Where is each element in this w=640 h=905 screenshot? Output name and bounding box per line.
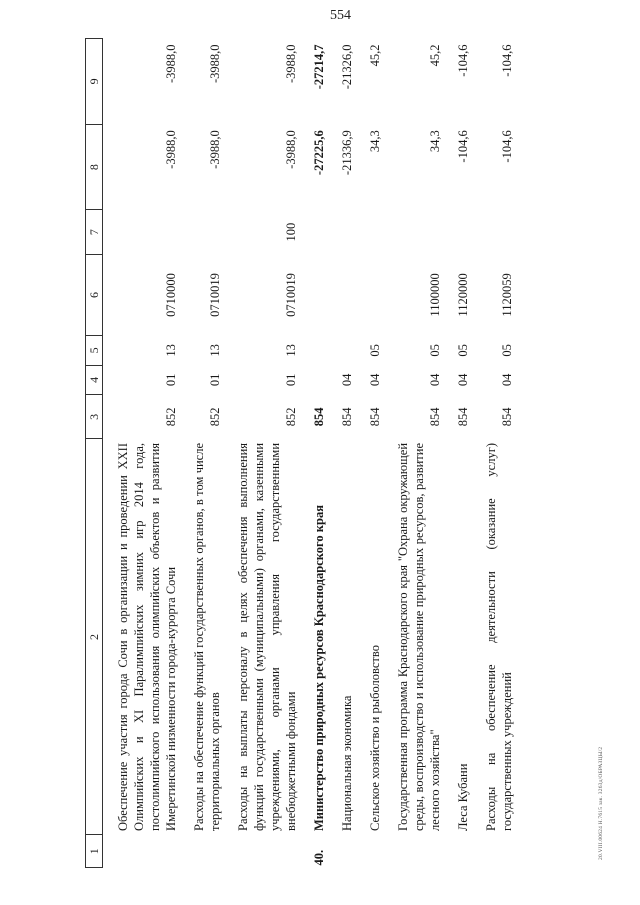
- table-row: [339, 39, 355, 868]
- row-number: [483, 835, 515, 868]
- row-number: [455, 835, 471, 868]
- row-spacer-cell: [179, 39, 191, 868]
- code-target: 0710019: [208, 273, 222, 317]
- column-header: 7: [86, 210, 103, 254]
- row-name: Расходы на выплаты персоналу в целях обеспечения выполнения функций государственными (муниципальными) органами, казенными учреждениями, органами управления государственными внебюджетными фондами: [236, 442, 298, 831]
- code-subsection: 05: [368, 344, 382, 357]
- column-header: 3: [86, 395, 103, 439]
- column-header: 9: [86, 39, 103, 125]
- code-section: 01: [284, 373, 298, 387]
- code-expense-type: [311, 210, 327, 254]
- code-section: 04: [456, 373, 470, 387]
- row-spacer: [383, 39, 395, 868]
- column-header: 4: [86, 365, 103, 395]
- code-expense-type: [115, 210, 179, 254]
- code-target: [311, 254, 327, 335]
- amount-column-8: -3988,0: [164, 130, 178, 169]
- amount-column-8: -21336,9: [340, 130, 354, 176]
- code-target: 0710000: [164, 273, 178, 317]
- code-admin: 854: [500, 407, 514, 427]
- code-admin: 852: [284, 407, 298, 427]
- table-body: [103, 39, 516, 868]
- row-name: Расходы на обеспечение деятельности (оказание услуг) государственных учреждений: [484, 442, 514, 831]
- row-spacer: [327, 39, 339, 868]
- table-row: [395, 39, 443, 868]
- code-expense-type: [339, 210, 355, 254]
- row-spacer: [355, 39, 367, 868]
- amount-column-8: 34,3: [368, 130, 382, 153]
- table-row: [311, 39, 327, 868]
- code-subsection: 05: [500, 344, 514, 357]
- table-row: [483, 39, 515, 868]
- row-spacer: [443, 39, 455, 868]
- table-row: [115, 39, 179, 868]
- column-header: 1: [86, 835, 103, 868]
- row-spacer-cell: [471, 39, 483, 868]
- column-header: 6: [86, 254, 103, 335]
- amount-column-8: 34,3: [428, 130, 442, 153]
- row-spacer-cell: [355, 39, 367, 868]
- code-section: 04: [368, 373, 382, 387]
- code-section: 04: [500, 373, 514, 387]
- code-admin: 854: [456, 407, 470, 427]
- row-number: [235, 835, 299, 868]
- code-expense-type: 100: [284, 222, 298, 242]
- code-subsection: [311, 336, 327, 366]
- column-header: 5: [86, 336, 103, 366]
- code-target: 1120059: [500, 273, 514, 317]
- row-number: [191, 835, 223, 868]
- row-spacer-cell: [443, 39, 455, 868]
- row-name: Обеспечение участия города Сочи в организации и проведении XXII Олимпийских и XI Паралимпийских зимних игр 2014 года, постолимпийского использования олимпийских объектов и развития Имеретинской низменности города-курорта Сочи: [116, 442, 178, 831]
- code-target: 0710019: [284, 273, 298, 317]
- row-number: [339, 835, 355, 868]
- row-spacer-cell: [327, 39, 339, 868]
- code-admin: 854: [312, 407, 326, 427]
- amount-column-9: -21326,0: [340, 44, 354, 90]
- code-target: 1100000: [428, 273, 442, 317]
- row-number: [395, 835, 443, 868]
- code-expense-type: [395, 210, 443, 254]
- row-spacer: [103, 39, 116, 868]
- table-row: [455, 39, 471, 868]
- code-subsection: 13: [284, 344, 298, 357]
- code-target: 1120000: [456, 273, 470, 317]
- row-name: Министерство природных ресурсов Краснодарского края: [312, 505, 326, 831]
- code-section: 01: [208, 373, 222, 387]
- code-section: 01: [164, 373, 178, 387]
- code-expense-type: [367, 210, 383, 254]
- amount-column-8: -104,6: [456, 130, 470, 163]
- amount-column-9: -3988,0: [208, 44, 222, 84]
- code-admin: 852: [164, 407, 178, 427]
- code-target: [367, 254, 383, 335]
- amount-column-8: -104,6: [500, 130, 514, 163]
- row-spacer: [179, 39, 191, 868]
- code-subsection: 13: [208, 344, 222, 357]
- row-spacer: [223, 39, 235, 868]
- amount-column-9: -3988,0: [164, 44, 178, 84]
- page-number: 554: [330, 8, 351, 23]
- row-name: Леса Кубани: [456, 763, 470, 831]
- row-name: Национальная экономика: [340, 695, 354, 831]
- column-header: 2: [86, 439, 103, 835]
- row-spacer-cell: [299, 39, 311, 868]
- budget-table: [85, 38, 515, 868]
- amount-column-9: 45,2: [428, 44, 442, 67]
- code-subsection: 05: [456, 344, 470, 357]
- code-section: [311, 365, 327, 395]
- code-admin: 854: [428, 407, 442, 427]
- amount-column-8: -27225,6: [312, 130, 326, 176]
- amount-column-9: -104,6: [456, 44, 470, 77]
- code-admin: 854: [340, 407, 354, 427]
- code-expense-type: [483, 210, 515, 254]
- table-row: [191, 39, 223, 868]
- code-expense-type: [455, 210, 471, 254]
- amount-column-9: 45,2: [368, 44, 382, 67]
- row-spacer-cell: [223, 39, 235, 868]
- code-section: 04: [428, 373, 442, 387]
- code-target: [339, 254, 355, 335]
- code-subsection: 05: [428, 344, 442, 357]
- table-row: [235, 39, 299, 868]
- code-expense-type: [191, 210, 223, 254]
- row-name: Сельское хозяйство и рыболовство: [368, 645, 382, 831]
- table-row: [367, 39, 383, 868]
- row-name: Расходы на обеспечение функций государственных органов, в том числе территориальных органов: [192, 442, 222, 831]
- code-subsection: [339, 336, 355, 366]
- code-admin: 852: [208, 407, 222, 427]
- code-subsection: 13: [164, 344, 178, 357]
- row-name: Государственная программа Краснодарского края "Охрана окружающей среды, воспроизводство и использование природных ресурсов, развитие лесного хозяйства": [396, 442, 442, 831]
- amount-column-8: -3988,0: [284, 130, 298, 169]
- table-header: [86, 39, 103, 868]
- print-stamp: 20.VIII.00624 H.7615 зак. 3263д/ОБРАЗЦЫ/2: [598, 746, 604, 860]
- amount-column-8: -3988,0: [208, 130, 222, 169]
- row-spacer: [299, 39, 311, 868]
- row-number: 40.: [312, 849, 326, 866]
- amount-column-9: -104,6: [500, 44, 514, 77]
- column-header: 8: [86, 124, 103, 210]
- row-spacer-cell: [383, 39, 395, 868]
- rotated-table-container: [85, 38, 620, 868]
- amount-column-9: -3988,0: [284, 44, 298, 84]
- row-spacer: [471, 39, 483, 868]
- row-number: [367, 835, 383, 868]
- row-number: [115, 835, 179, 868]
- row-spacer-cell: [103, 39, 116, 868]
- amount-column-9: -27214,7: [312, 44, 326, 90]
- code-section: 04: [340, 373, 354, 387]
- code-admin: 854: [368, 407, 382, 427]
